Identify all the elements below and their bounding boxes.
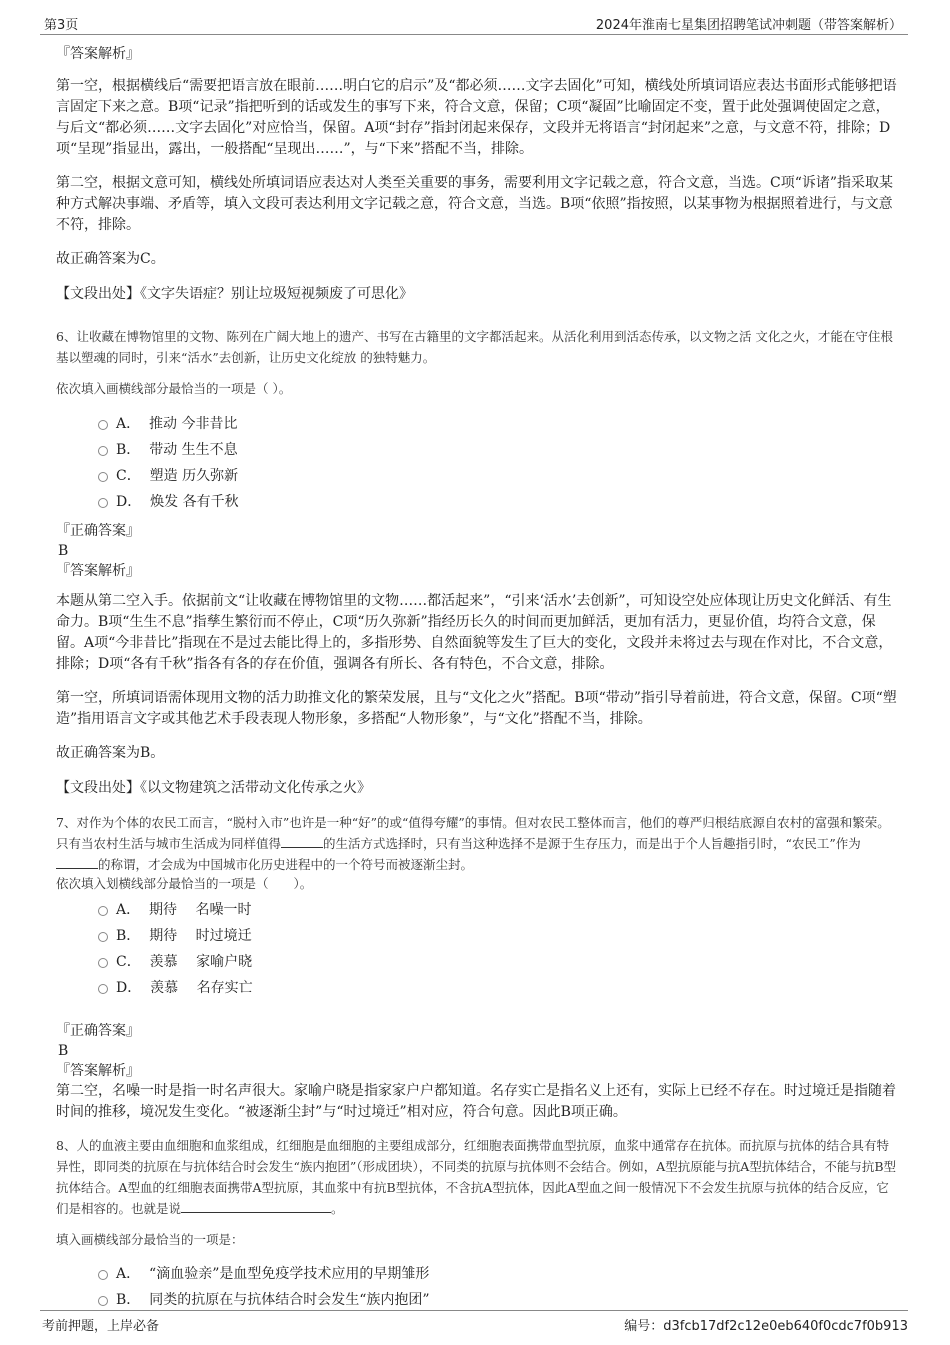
question-8 <box>56 1135 898 1313</box>
option-text: 羡慕 家喻户晓 <box>149 954 253 970</box>
passage-source: 【文段出处】《以文物建筑之活带动文化传承之火》 <box>56 780 371 796</box>
analysis-paragraph: 本题从第二空入手。依据前文“让收藏在博物馆里的文物……都活起来”，“引来‘活水’去创新”，可知设空处应体现让历史文化鲜活、有生命力。B项“生生不息”指孳生繁衍而不停止，C项“历久弥新”指经历长久的时间而更加鲜活，更加有活力，更显价值，均符合文意，保留。A项“今非昔比”指现在不是过去能比得上的，多指形势、自然面貌等发生了巨大的变化，文段并未将过去与现在作对比，不合文意，排除；D项“各有千秋”指各有各的存在价值，强调各有所长、各有特色，不合文意，排除。 <box>56 593 893 672</box>
option-letter: B． <box>116 1292 141 1308</box>
option-letter: D． <box>116 980 142 996</box>
question-stem-part: 。 <box>331 1201 344 1216</box>
option-text: 同类的抗原在与抗体结合时会发生“族内抱团” <box>149 1292 430 1308</box>
analysis-paragraph: 第二空，根据文意可知，横线处所填词语应表达对人类至关重要的事务，需要利用文字记载之意，符合文意，当选。C项“诉诸”指采取某种方式解决事端、矛盾等，填入文段可表达利用文字记载之意，符合文意，当选。B项“依照”指按照，以某事物为根据照着进行，与文意不符，排除。 <box>56 175 894 233</box>
option-list <box>56 1261 898 1313</box>
option-letter: C． <box>116 954 141 970</box>
page-content <box>56 44 898 1313</box>
option-a[interactable] <box>56 897 898 923</box>
document-serial: 编号：d3fcb17df2c12e0eb640f0cdc7f0b913 <box>624 1319 908 1334</box>
radio-icon[interactable] <box>98 1296 108 1306</box>
option-letter: A． <box>116 1266 141 1282</box>
radio-icon[interactable] <box>98 1270 108 1280</box>
option-text: 带动 生生不息 <box>149 442 238 458</box>
page-header <box>40 12 908 35</box>
question-instruction: 依次填入划横线部分最恰当的一项是（ ）。 <box>56 876 313 891</box>
question-stem <box>56 1135 898 1219</box>
question-stem-part: 的生活方式选择时，只有当这种选择不是源于生存压力，而是出于个人旨趣指引时，“农民工”作为 <box>323 836 861 851</box>
correct-answer: B <box>58 543 69 559</box>
passage-source: 【文段出处】《文字失语症？别让垃圾短视频废了可思化》 <box>56 286 413 302</box>
radio-icon[interactable] <box>98 420 108 430</box>
analysis-label: 『答案解析』 <box>56 1063 140 1079</box>
question-instruction: 依次填入画横线部分最恰当的一项是（ ）。 <box>56 381 292 396</box>
analysis-label: 『答案解析』 <box>56 46 140 62</box>
analysis-paragraph: 第一空，根据横线后“需要把语言放在眼前……明白它的启示”及“都必须……文字去固化”可知，横线处所填词语应表达书面形式能够把语言固定下来之意。B项“记录”指把听到的话或发生的事写下来，符合文意，保留；C项“凝固”比喻固定不变，置于此处强调使固定之意，与后文“都必须……文字去固化”对应恰当，保留。A项“封存”指封闭起来保存，文段并无将语言“封闭起来”之意，与文意不符，排除；D项“呈现”指显出，露出，一般搭配“呈现出……”，与“下来”搭配不当，排除。 <box>56 78 897 157</box>
question-6 <box>56 326 898 798</box>
question-stem: 6、让收藏在博物馆里的文物、陈列在广阔大地上的遗产、书写在古籍里的文字都活起来。从活化利用到活态传承，以文物之活 文化之火，才能在守住根基以塑魂的同时，引来“活水”去创新，让历史文化绽放 的独特魅力。 <box>56 329 893 365</box>
option-letter: A． <box>116 902 141 918</box>
correct-answer: B <box>58 1043 69 1059</box>
answer-conclusion: 故正确答案为B。 <box>56 745 165 761</box>
option-letter: B． <box>116 442 141 458</box>
option-list <box>56 411 898 515</box>
answer-conclusion: 故正确答案为C。 <box>56 251 165 267</box>
analysis-paragraph: 第一空，所填词语需体现用文物的活力助推文化的繁荣发展，且与“文化之火”搭配。B项“带动”指引导着前进，符合文意，保留。C项“塑造”指用语言文字或其他艺术手段表现人物形象，多搭配“人物形象”，与“文化”搭配不当，排除。 <box>56 690 897 727</box>
option-b[interactable] <box>56 437 898 463</box>
option-d[interactable] <box>56 489 898 515</box>
radio-icon[interactable] <box>98 984 108 994</box>
option-list <box>56 897 898 1001</box>
radio-icon[interactable] <box>98 932 108 942</box>
option-text: 塑造 历久弥新 <box>149 468 239 484</box>
option-b[interactable] <box>56 923 898 949</box>
page-number: 第3页 <box>44 18 79 33</box>
fill-blank <box>281 833 323 848</box>
radio-icon[interactable] <box>98 906 108 916</box>
option-d[interactable] <box>56 975 898 1001</box>
radio-icon[interactable] <box>98 498 108 508</box>
correct-answer-label: 『正确答案』 <box>56 523 140 539</box>
option-letter: C． <box>116 468 141 484</box>
analysis-paragraph: 第二空，名噪一时是指一时名声很大。家喻户晓是指家家户户都知道。名存实亡是指名义上还有，实际上已经不存在。时过境迁是指随着时间的推移，境况发生变化。“被逐渐尘封”与“时过境迁”相对应，符合句意。因此B项正确。 <box>56 1083 896 1120</box>
option-text: 羡慕 名存实亡 <box>150 980 253 996</box>
page-footer <box>40 1310 908 1335</box>
radio-icon[interactable] <box>98 958 108 968</box>
correct-answer-label: 『正确答案』 <box>56 1023 140 1039</box>
option-letter: B． <box>116 928 141 944</box>
option-text: 推动 今非昔比 <box>149 416 238 432</box>
option-a[interactable] <box>56 1261 898 1287</box>
question-stem-part: 8、人的血液主要由血细胞和血浆组成，红细胞是血细胞的主要组成部分，红细胞表面携带血型抗原，血浆中通常存在抗体。而抗原与抗体的结合具有特异性，即同类的抗原在与抗体结合时会发生“族内抱团”（形成团块），不同类的抗原与抗体则不会结合。例如，A型抗原能与抗A型抗体结合，不能与抗B型抗体结合。A型血的红细胞表面携带A型抗原，其血浆中有抗B型抗体，不含抗A型抗体，因此A型血之间一般情况下不会发生抗原与抗体的结合反应，它们是相容的。也就是说 <box>56 1138 897 1216</box>
question-7 <box>56 812 898 1123</box>
option-letter: A． <box>116 416 141 432</box>
option-letter: D． <box>116 494 142 510</box>
option-text: “滴血验亲”是血型免疫学技术应用的早期雏形 <box>149 1266 430 1282</box>
option-c[interactable] <box>56 463 898 489</box>
question-stem-part: 的称谓，才会成为中国城市化历史进程中的一个符号而被逐渐尘封。 <box>98 857 474 872</box>
radio-icon[interactable] <box>98 446 108 456</box>
question-stem <box>56 812 898 875</box>
question-stem-part: 7、对作为个体的农民工而言，“脱村入市”也许是一种“好”的或“值得夸耀”的事情。但对农民工整体而言，他们的尊严归根结底源自农村的富强和繁荣。只有当农村生活与城市生活成为同样值得 <box>56 815 890 851</box>
fill-blank <box>181 1198 331 1213</box>
document-title: 2024年淮南七星集团招聘笔试冲刺题（带答案解析） <box>595 18 902 33</box>
analysis-label: 『答案解析』 <box>56 563 140 579</box>
fill-blank <box>56 854 98 869</box>
option-text: 期待 时过境迁 <box>149 928 252 944</box>
option-a[interactable] <box>56 411 898 437</box>
option-c[interactable] <box>56 949 898 975</box>
radio-icon[interactable] <box>98 472 108 482</box>
option-text: 焕发 各有千秋 <box>150 494 239 510</box>
question-instruction: 填入画横线部分最恰当的一项是： <box>56 1232 244 1247</box>
option-text: 期待 名噪一时 <box>149 902 252 918</box>
footer-slogan: 考前押题，上岸必备 <box>42 1319 160 1334</box>
